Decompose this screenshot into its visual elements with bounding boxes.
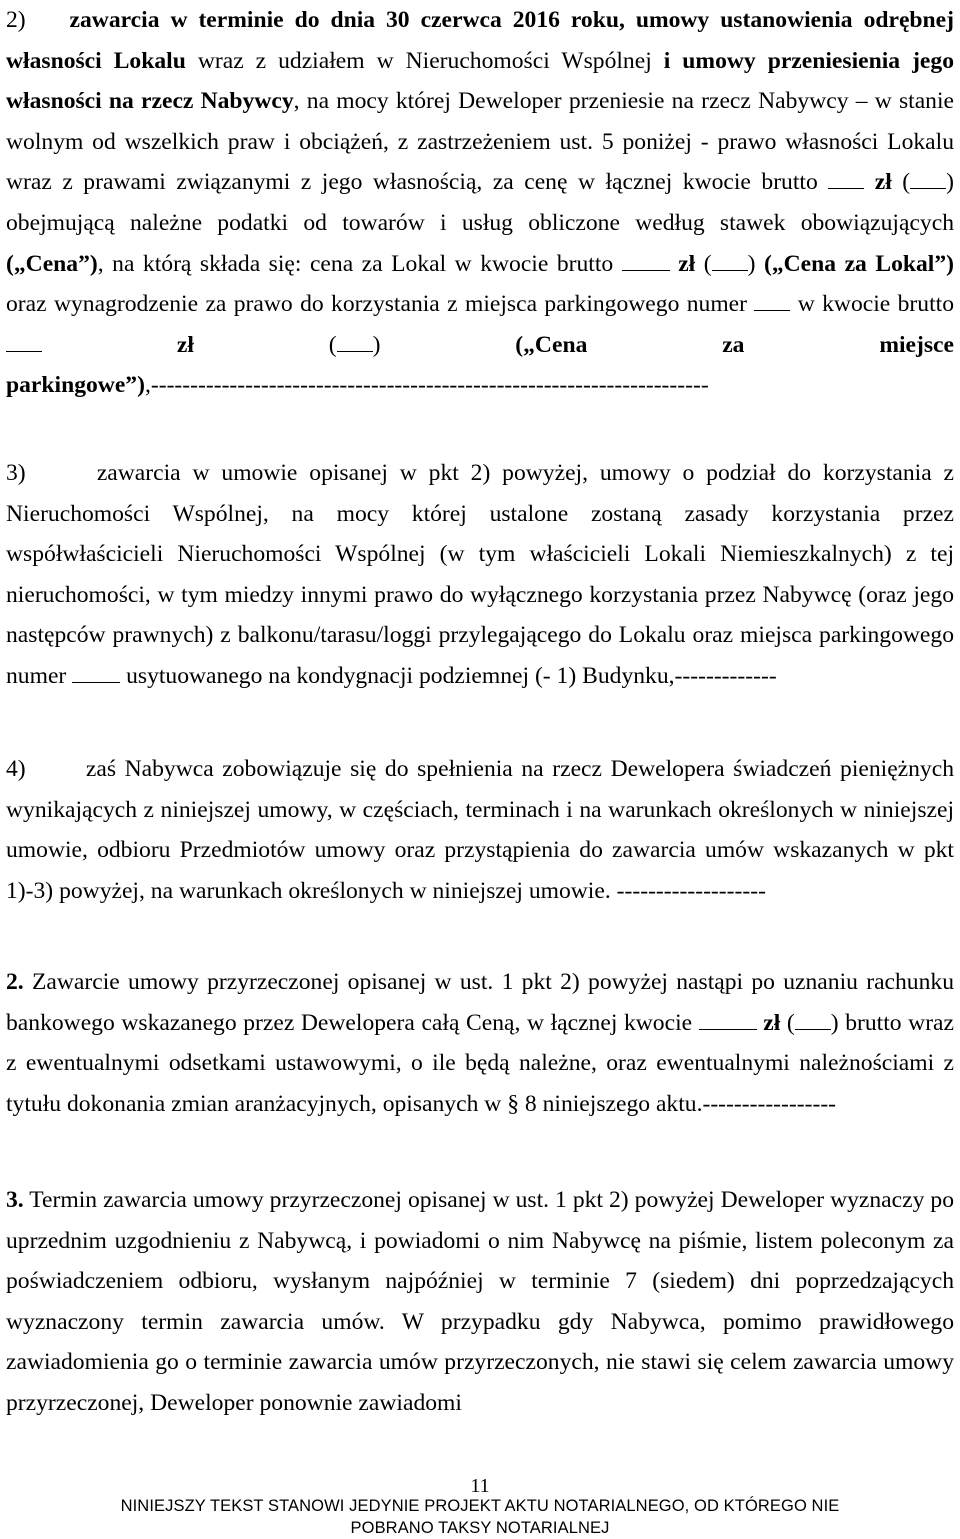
defined-term-cena: („Cena”) (6, 250, 98, 277)
item-3-paragraph (6, 453, 954, 697)
item-2-text: ( (695, 250, 712, 277)
section-2-text: ( (780, 1009, 795, 1036)
dash-filler: ------------------- (616, 877, 766, 904)
currency-label: zł (763, 1009, 781, 1036)
item-2-text: ) obejmującą należne podatki od towarów i usług obliczone według stawek obowiązujących (6, 169, 954, 236)
item-2-text: ) (747, 250, 764, 277)
item-4-text: zaś Nabywca zobowiązuje się do spełnienia na rzecz Dewelopera świadczeń pieniężnych wynikających z niniejszej umowy, w częściach, terminach i na warunkach określonych w niniejszej umowie, odbioru Przedmiotów umowy oraz przystąpienia do zawarcia umów wskazanych w pkt 1)-3) powyżej, na warunkach określonych w niniejszej umowie. (6, 756, 955, 904)
section-3-text: Termin zawarcia umowy przyrzeczonej opisanej w ust. 1 pkt 2) powyżej Deweloper wyznaczy po uprzednim uzgodnieniu z Nabywcą, i powiadomi o nim Nabywcę na piśmie, listem poleconym za poświadczeniem odbioru, wysłanym najpóźniej w terminie 7 (siedem) dni poprzedzających wyznaczony termin zawarcia umów. W przypadku gdy Nabywca, pomimo prawidłowego zawiadomienia go o terminie zawarcia umów przyrzeczonych, nie stawi się celem zawarcia umowy przyrzeczonej, Deweloper ponownie zawiadomi (6, 1187, 954, 1416)
section-3-paragraph (6, 1180, 954, 1424)
item-2-text: wraz z udziałem w Nieruchomości Wspólnej (185, 47, 664, 74)
footer-line-1: NINIEJSZY TEKST STANOWI JEDYNIE PROJEKT AKTU NOTARIALNEGO, OD KTÓREGO NIE (120, 1497, 840, 1515)
item-2-text: ( (193, 331, 337, 358)
amount-words-blank (795, 1028, 831, 1030)
dash-filler: ----------------- (702, 1090, 837, 1117)
item-3-text: usytuowanego na kondygnacji podziemnej (- 1) Budynku, (120, 662, 675, 689)
section-2-text: Zawarcie umowy przyrzeczonej opisanej w ust. 1 pkt 2) powyżej nastąpi po uznaniu rachunku bankowego wskazanego przez Dewelopera całą Ceną, w łącznej kwocie (6, 969, 954, 1036)
defined-term-cena-za-miejsce: („Cena za miejsce parkingowe”) (6, 331, 954, 399)
footer-line-2: POBRANO TAKSY NOTARIALNEJ (350, 1519, 610, 1537)
item-2-text: ( (891, 169, 911, 196)
defined-term-cena-za-lokal: („Cena za Lokal”) (763, 250, 955, 277)
item-2-text: , (144, 372, 151, 399)
item-2-text: , na mocy której Deweloper przeniesie na rzecz Nabywcy – w stanie wolnym od wszelkich praw i obciążeń, z zastrzeżeniem ust. 5 poniżej - prawo własności Lokalu wraz z prawami związanymi z jego własnością, za cenę w łącznej kwocie brutto (6, 88, 954, 196)
parking-number-blank (72, 681, 120, 683)
item-2-text: oraz wynagrodzenie za prawo do korzystania z miejsca parkingowego numer (6, 291, 755, 318)
currency-label: zł (678, 250, 696, 277)
item-2-number: 2) (6, 7, 26, 33)
section-2-text: ) brutto wraz z ewentualnymi odsetkami ustawowymi, o ile będą należne, oraz ewentualnymi należnościami z tytułu dokonania zmian aranżacyjnych, opisanych w § 8 niniejszego aktu. (6, 1009, 954, 1117)
item-2-text: ) (372, 331, 516, 358)
item-2-text: w kwocie brutto (790, 291, 954, 318)
item-4-paragraph (6, 749, 954, 911)
section-2-paragraph (6, 962, 954, 1124)
item-4-number: 4) (6, 756, 26, 782)
footer-disclaimer (0, 1495, 960, 1539)
item-2-bold-transfer: i umowy przeniesienia jego własności na rzecz Nabywcy (6, 47, 954, 115)
item-2-bold-intro: zawarcia w terminie do dnia 30 czerwca 2016 roku, umowy ustanowienia odrębnej własności Lokalu (6, 7, 955, 74)
currency-label: zł (874, 169, 892, 196)
amount-blank (6, 350, 42, 352)
page-number: 11 (470, 1475, 490, 1497)
currency-label: zł (176, 331, 194, 358)
item-2-paragraph (6, 0, 954, 406)
dash-filler: ------------- (674, 662, 777, 689)
amount-blank (622, 269, 670, 271)
parking-number-blank (754, 309, 790, 311)
amount-words-blank (712, 269, 748, 271)
item-2-text: , na którą składa się: cena za Lokal w kwocie brutto (97, 250, 622, 277)
dash-filler: ----------------------------------------------------------------------- (150, 372, 709, 399)
amount-blank (699, 1028, 757, 1030)
amount-words-blank (910, 187, 946, 189)
amount-words-blank (337, 350, 373, 352)
item-3-text: zawarcia w umowie opisanej w pkt 2) powyżej, umowy o podział do korzystania z Nieruchomości Wspólnej, na mocy której ustalone zostaną zasady korzystania przez współwłaścicieli Nieruchomości Wspólnej (w tym właścicieli Lokali Niemieszkalnych) z tej nieruchomości, w tym miedzy innymi prawo do wyłącznego korzystania przez Nabywcę (oraz jego następców prawnych) z balkonu/tarasu/loggi przylegającego do Lokalu oraz miejsca parkingowego numer (6, 460, 955, 689)
amount-blank (828, 187, 864, 189)
section-2-number: 2. (6, 969, 24, 995)
section-3-number: 3. (6, 1187, 24, 1213)
item-3-number: 3) (6, 460, 26, 486)
